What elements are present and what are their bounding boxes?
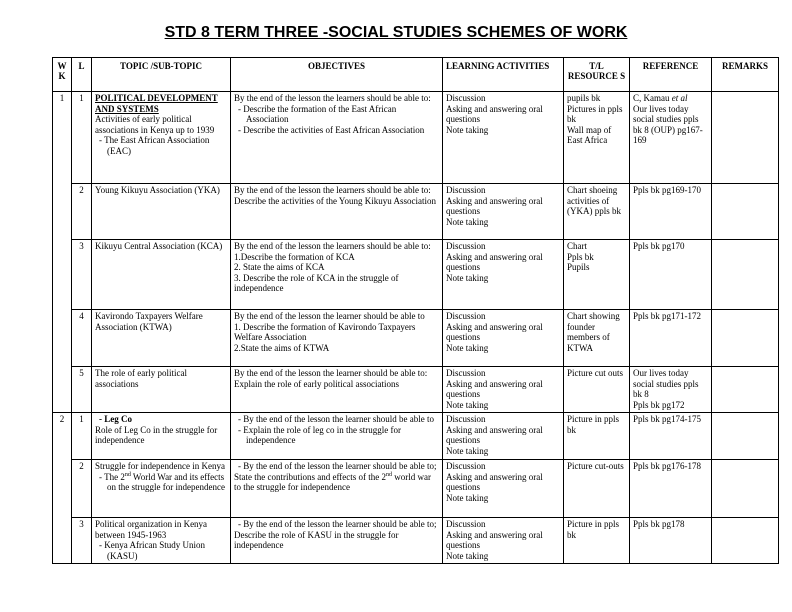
objectives-cell xyxy=(231,184,443,240)
activities-cell xyxy=(443,460,564,518)
lesson-number: 5 xyxy=(72,367,92,413)
reference-cell xyxy=(630,240,712,310)
header-objectives: OBJECTIVES xyxy=(231,58,443,92)
objectives-cell xyxy=(231,413,443,460)
resource-item: Chart xyxy=(567,241,587,251)
activity-item: Discussion xyxy=(446,311,486,321)
reference-text: Ppls bk pg174-175 xyxy=(633,414,702,424)
resources-cell xyxy=(564,518,630,564)
activity-item: Discussion xyxy=(446,519,486,529)
resources-cell xyxy=(564,240,630,310)
remarks-cell xyxy=(712,310,779,367)
remarks-cell xyxy=(712,92,779,184)
activity-item: Asking and answering oral questions xyxy=(446,251,543,272)
table-row xyxy=(53,310,779,367)
objective-text: State the contributions and effects of the 2 xyxy=(234,471,387,482)
resource-item: Picture cut outs xyxy=(567,368,623,378)
objective-item xyxy=(234,472,439,493)
objectives-cell xyxy=(231,518,443,564)
header-resources: T/L RESOURCE S xyxy=(564,58,630,92)
table-header-row xyxy=(53,58,779,92)
reference-author: C, Kamau xyxy=(633,93,672,103)
resources-cell xyxy=(564,310,630,367)
topic-bullet-text: World War and its effects on the struggle for independence xyxy=(107,471,225,492)
objectives-cell xyxy=(231,310,443,367)
reference-cell xyxy=(630,184,712,240)
topic-text: Struggle for independence in Kenya xyxy=(95,461,225,471)
table-row xyxy=(53,92,779,184)
lesson-number: 3 xyxy=(72,240,92,310)
resources-cell xyxy=(564,367,630,413)
objective-item: - By the end of the lesson the learner should be able to; xyxy=(234,519,439,530)
resources-cell xyxy=(564,184,630,240)
objectives-cell xyxy=(231,92,443,184)
activity-item: Asking and answering oral questions xyxy=(446,471,543,492)
reference-text: Ppls bk pg169-170 xyxy=(633,185,702,195)
objective-intro: By the end of the lesson the learner should be able to: xyxy=(234,368,428,378)
reference-cell xyxy=(630,367,712,413)
reference-cell xyxy=(630,518,712,564)
topic-title: POLITICAL DEVELOPMENT AND SYSTEMS xyxy=(95,93,218,114)
objective-item: - Describe the activities of East African Association xyxy=(234,125,439,136)
remarks-cell xyxy=(712,460,779,518)
table-row xyxy=(53,460,779,518)
objective-intro: By the end of the lesson the learner should be able to xyxy=(234,311,425,321)
objective-item: 1. Describe the formation of Kavirondo Taxpayers Welfare Association xyxy=(234,321,416,342)
resources-cell xyxy=(564,92,630,184)
topic-bullet: - The East African Association (EAC) xyxy=(95,135,227,156)
table-row xyxy=(53,413,779,460)
topic-title: - Leg Co xyxy=(95,414,227,425)
header-remarks: REMARKS xyxy=(712,58,779,92)
remarks-cell xyxy=(712,184,779,240)
objectives-cell xyxy=(231,460,443,518)
topic-text: Kikuyu Central Association (KCA) xyxy=(95,241,223,251)
activity-item: Note taking xyxy=(446,492,489,503)
reference-text: Ppls bk pg170 xyxy=(633,241,685,251)
objective-item: Describe the activities of the Young Kikuyu Association xyxy=(234,195,436,206)
activity-item: Note taking xyxy=(446,550,489,561)
topic-text: The role of early political associations xyxy=(95,368,187,389)
resource-item: Pupils xyxy=(567,262,590,272)
topic-text: Role of Leg Co in the struggle for independence xyxy=(95,424,218,445)
activity-item: Discussion xyxy=(446,93,486,103)
reference-text: Ppls bk pg178 xyxy=(633,519,685,529)
reference-text: Our lives today social studies ppls bk 8 (OUP) pg167-169 xyxy=(633,103,703,145)
activity-item: Discussion xyxy=(446,185,486,195)
activities-cell xyxy=(443,413,564,460)
header-week: W K xyxy=(53,58,72,92)
ordinal-suffix: nd xyxy=(124,471,131,478)
reference-text: Our lives today social studies ppls bk 8 xyxy=(633,368,699,399)
activity-item: Discussion xyxy=(446,368,486,378)
resources-cell xyxy=(564,413,630,460)
table-row xyxy=(53,240,779,310)
remarks-cell xyxy=(712,518,779,564)
topic-text: Activities of early political associations in Kenya up to 1939 xyxy=(95,114,215,135)
activity-item: Asking and answering oral questions xyxy=(446,321,543,342)
resource-item: Pictures in ppls bk xyxy=(567,103,623,124)
page-title: STD 8 TERM THREE -SOCIAL STUDIES SCHEMES OF WORK xyxy=(164,24,628,41)
remarks-cell xyxy=(712,413,779,460)
objective-item: 2. State the aims of KCA xyxy=(234,262,325,272)
activities-cell xyxy=(443,184,564,240)
objective-text: world war to the struggle for independence xyxy=(234,471,432,492)
topic-bullet xyxy=(95,472,227,493)
lesson-number: 3 xyxy=(72,518,92,564)
reference-author-etal: et al xyxy=(671,93,688,103)
resource-item: Ppls bk xyxy=(567,251,594,262)
lesson-number: 2 xyxy=(72,184,92,240)
reference-text: Ppls bk pg176-178 xyxy=(633,461,702,471)
objective-item: 1.Describe the formation of KCA xyxy=(234,251,355,262)
activity-item: Discussion xyxy=(446,461,486,471)
week-number: 2 xyxy=(53,413,72,564)
resource-item: Chart showing founder members of KTWA xyxy=(567,311,620,353)
resource-item: pupils bk xyxy=(567,93,601,103)
topic-cell xyxy=(92,518,231,564)
lesson-number: 2 xyxy=(72,460,92,518)
topic-text: Young Kikuyu Association (YKA) xyxy=(95,185,220,195)
reference-cell xyxy=(630,92,712,184)
lesson-number: 1 xyxy=(72,92,92,184)
activity-item: Note taking xyxy=(446,399,489,410)
activity-item: Asking and answering oral questions xyxy=(446,424,543,445)
activities-cell xyxy=(443,310,564,367)
scheme-of-work-table xyxy=(52,57,779,564)
activity-item: Note taking xyxy=(446,342,489,353)
lesson-number: 1 xyxy=(72,413,92,460)
objective-item: - Explain the role of leg co in the struggle for independence xyxy=(234,425,439,446)
topic-bullet-text: The 2 xyxy=(104,471,125,482)
resources-cell xyxy=(564,460,630,518)
topic-cell xyxy=(92,240,231,310)
objectives-cell xyxy=(231,367,443,413)
objective-intro: By the end of the lesson the learners should be able to: xyxy=(234,93,431,103)
objective-item: - By the end of the lesson the learner should be able to xyxy=(234,414,439,425)
activity-item: Note taking xyxy=(446,216,489,227)
header-reference: REFERENCE xyxy=(630,58,712,92)
topic-cell xyxy=(92,92,231,184)
header-activities: LEARNING ACTIVITIES xyxy=(443,58,564,92)
topic-text: Kavirondo Taxpayers Welfare Association (KTWA) xyxy=(95,311,203,332)
topic-cell xyxy=(92,460,231,518)
objective-item: 3. Describe the role of KCA in the struggle of independence xyxy=(234,272,399,293)
topic-cell xyxy=(92,184,231,240)
activity-item: Asking and answering oral questions xyxy=(446,195,543,216)
remarks-cell xyxy=(712,240,779,310)
table-row xyxy=(53,518,779,564)
reference-text: Ppls bk pg172 xyxy=(633,399,685,410)
lesson-number: 4 xyxy=(72,310,92,367)
header-lesson: L xyxy=(72,58,92,92)
topic-cell xyxy=(92,413,231,460)
resource-item: Chart shoeing activities of (YKA) ppls bk xyxy=(567,185,621,216)
reference-cell xyxy=(630,310,712,367)
reference-cell xyxy=(630,460,712,518)
resource-item: Picture cut-outs xyxy=(567,461,624,471)
header-topic: TOPIC /SUB-TOPIC xyxy=(92,58,231,92)
table-row xyxy=(53,367,779,413)
reference-text: Ppls bk pg171-172 xyxy=(633,311,702,321)
objective-intro: By the end of the lesson the learners should be able to: xyxy=(234,185,431,195)
topic-text: Political organization in Kenya between 1945-1963 xyxy=(95,519,208,540)
activity-item: Discussion xyxy=(446,241,486,251)
activity-item: Note taking xyxy=(446,272,489,283)
objective-item: 2.State the aims of KTWA xyxy=(234,342,330,353)
objective-item: Describe the role of KASU in the struggle for independence xyxy=(234,529,399,550)
ordinal-suffix: nd xyxy=(386,471,393,478)
table-row xyxy=(53,184,779,240)
activity-item: Asking and answering oral questions xyxy=(446,103,543,124)
activity-item: Asking and answering oral questions xyxy=(446,378,543,399)
activity-item: Asking and answering oral questions xyxy=(446,529,543,550)
activities-cell xyxy=(443,367,564,413)
week-number: 1 xyxy=(53,92,72,413)
objectives-cell xyxy=(231,240,443,310)
activities-cell xyxy=(443,92,564,184)
objective-item: Explain the role of early political associations xyxy=(234,378,399,389)
remarks-cell xyxy=(712,367,779,413)
activities-cell xyxy=(443,518,564,564)
resource-item: Wall map of East Africa xyxy=(567,124,612,145)
activities-cell xyxy=(443,240,564,310)
activity-item: Discussion xyxy=(446,414,486,424)
activity-item: Note taking xyxy=(446,445,489,456)
topic-cell xyxy=(92,310,231,367)
objective-item: - By the end of the lesson the learner should be able to; xyxy=(234,461,439,472)
topic-cell xyxy=(92,367,231,413)
reference-cell xyxy=(630,413,712,460)
activity-item: Note taking xyxy=(446,124,489,135)
resource-item: Picture in ppls bk xyxy=(567,414,619,435)
objective-item: - Describe the formation of the East African Association xyxy=(234,104,439,125)
topic-bullet: - Kenya African Study Union (KASU) xyxy=(95,540,227,561)
objective-intro: By the end of the lesson the learners should be able to: xyxy=(234,241,431,251)
resource-item: Picture in ppls bk xyxy=(567,519,619,540)
